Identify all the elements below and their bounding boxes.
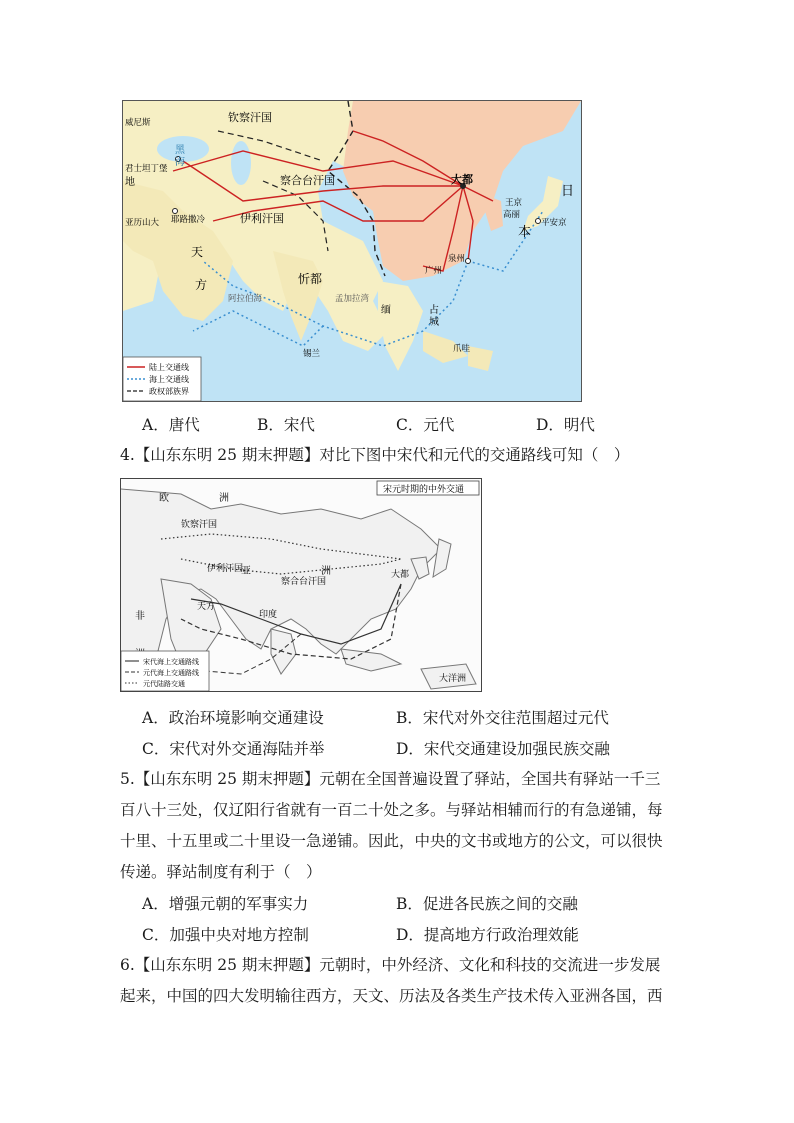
label-tianfang-2: 方 [195, 278, 208, 292]
map2-legend [121, 651, 209, 691]
map2-label-tianfang: 天方 [197, 602, 216, 612]
map2-label-asia-1: 亚 [241, 566, 251, 577]
label-korea: 高丽 [503, 210, 521, 220]
map2-label-pacific: 大洋洲 [439, 674, 467, 684]
label-tianfang-1: 天 [191, 245, 204, 259]
label-constantinople: 君士坦丁堡 [125, 164, 168, 174]
q4-stem: 4.【山东东明 25 期末押题】对比下图中宋代和元代的交通路线可知（ ） [120, 446, 630, 464]
label-quanzhou: 泉州 [448, 254, 466, 264]
map2-legend-song-sea: 宋代海上交通路线 [143, 658, 199, 666]
q5-option-a[interactable]: A．增强元朝的军事实力 [142, 895, 309, 913]
song-yuan-transport-map [120, 478, 482, 692]
label-heiankyo: 平安京 [541, 218, 567, 228]
q6-line-2: 起来，中国的四大发明输往西方，天文、历法及各类生产技术传入亚洲各国，西 [120, 987, 663, 1005]
label-sri-lanka: 锡兰 [303, 349, 321, 359]
legend-border: 政权部族界 [149, 387, 189, 396]
label-guangzhou: 广州 [425, 266, 443, 276]
label-arabian-sea: 阿拉伯海 [228, 294, 263, 304]
label-champa-1: 占 [429, 305, 439, 316]
map2-label-dadu: 大都 [391, 570, 410, 580]
q3-option-d[interactable]: D．明代 [536, 416, 595, 434]
q4-option-a[interactable]: A．政治环境影响交通建设 [142, 709, 324, 727]
q4-option-d[interactable]: D．宋代交通建设加强民族交融 [396, 740, 610, 758]
q6-line-1: 6.【山东东明 25 期末押题】元朝时，中外经济、文化和科技的交流进一步发展 [120, 956, 661, 974]
map2-label-africa-1: 非 [135, 611, 145, 622]
map1-legend [123, 357, 201, 401]
label-mian: 缅 [381, 305, 391, 316]
quanzhou-dot [466, 259, 471, 264]
yuan-trade-routes-map [122, 100, 582, 402]
heiankyo-dot [536, 219, 541, 224]
label-black-sea: 黑 [175, 145, 185, 156]
label-wangjing: 王京 [505, 198, 523, 208]
label-jerusalem: 耶路撒冷 [171, 215, 206, 225]
map1-svg [123, 101, 581, 401]
q4-option-c[interactable]: C．宋代对外交通海陆并举 [142, 740, 325, 758]
q5-option-d[interactable]: D．提高地方行政治理效能 [396, 926, 579, 944]
q5-line-3: 十里、十五里或二十里设一急递铺。因此，中央的文书或地方的公文，可以很快 [120, 832, 663, 850]
q3-option-c[interactable]: C．元代 [396, 416, 455, 434]
label-chagatai: 察合台汗国 [280, 174, 335, 187]
map2-label-chagatai: 察合台汗国 [281, 577, 327, 587]
label-kipchak: 钦察汗国 [228, 111, 272, 124]
map2-label-asia-2: 洲 [321, 566, 331, 577]
map2-label-europe-2: 洲 [219, 493, 229, 504]
map2-legend-yuan-land: 元代陆路交通 [143, 680, 185, 688]
q5-line-4: 传递。驿站制度有利于（ ） [120, 863, 322, 881]
q5-line-2: 百八十三处，仅辽阳行省就有一百二十处之多。与驿站相辅而行的有急递铺，每 [120, 801, 663, 819]
label-sea: 海 [175, 157, 185, 168]
label-japan-1: 日 [561, 184, 575, 199]
map2-label-europe-1: 欧 [159, 493, 169, 504]
q5-line-1: 5.【山东东明 25 期末押题】元朝在全国普遍设置了驿站，全国共有驿站一千三 [120, 770, 661, 788]
legend-sea: 海上交通线 [149, 375, 189, 384]
label-ocean-left: 地 [125, 177, 135, 188]
alexandria-dot [173, 209, 178, 214]
map2-legend-yuan-sea: 元代海上交通路线 [143, 669, 199, 677]
label-java: 爪哇 [453, 344, 471, 354]
map2-title: 宋元时期的中外交通 [383, 485, 465, 495]
map2-svg [121, 479, 481, 691]
q5-option-c[interactable]: C．加强中央对地方控制 [142, 926, 309, 944]
q3-option-a[interactable]: A．唐代 [142, 416, 200, 434]
label-venice: 威尼斯 [125, 118, 151, 128]
label-dadu: 大都 [451, 173, 473, 186]
label-champa-2: 城 [429, 317, 439, 328]
map2-label-kipchak: 钦察汗国 [181, 520, 218, 530]
q5-option-b[interactable]: B．促进各民族之间的交融 [396, 895, 578, 913]
map2-label-india: 印度 [259, 610, 278, 620]
label-india: 忻都 [298, 272, 323, 286]
map2-label-ilkhanate: 伊利汗国 [207, 564, 244, 574]
q3-option-b[interactable]: B．宋代 [257, 416, 315, 434]
q4-option-b[interactable]: B．宋代对外交往范围超过元代 [396, 709, 609, 727]
label-alexandria: 亚历山大 [125, 218, 160, 228]
label-japan-2: 本 [518, 225, 532, 240]
label-ilkhanate: 伊利汗国 [240, 212, 284, 225]
legend-land: 陆上交通线 [149, 363, 189, 372]
label-bengal: 孟加拉湾 [335, 294, 370, 304]
